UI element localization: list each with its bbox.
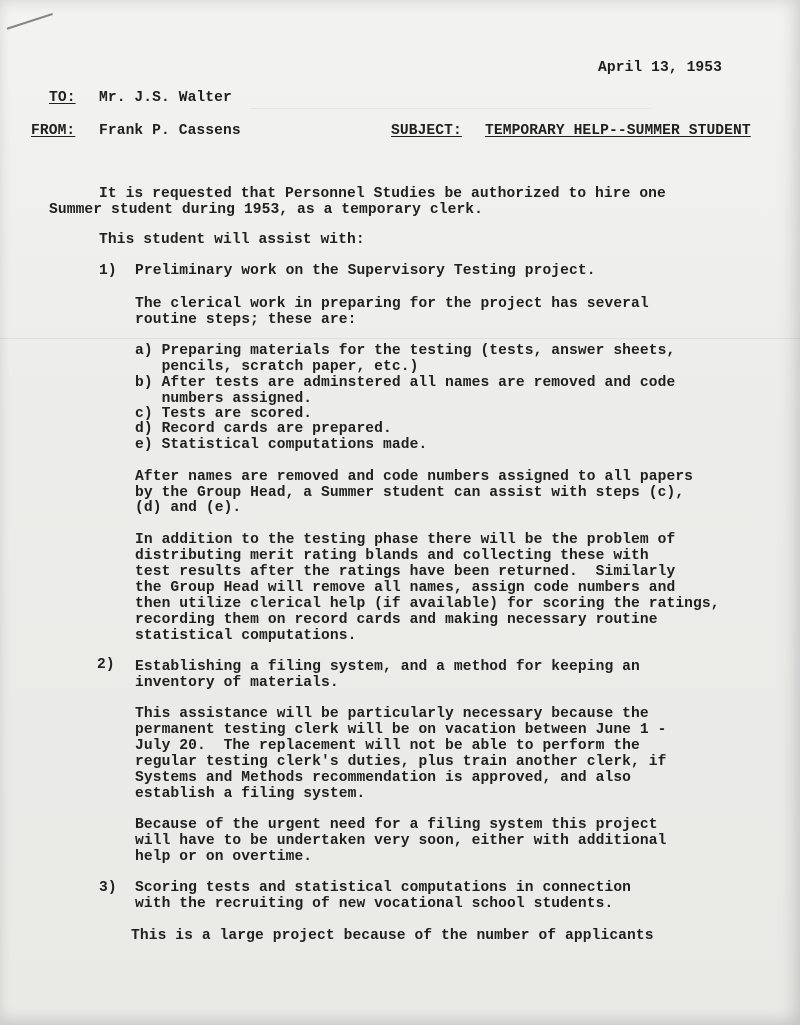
bleed-through [250, 92, 650, 109]
step-line: e) Statistical computations made. [135, 437, 428, 453]
step-line: c) Tests are scored. [135, 406, 313, 422]
item-number: 1) [99, 263, 117, 279]
subject-value: TEMPORARY HELP--SUMMER STUDENT [485, 123, 751, 139]
item-title: Establishing a filing system, and a method for keeping an [135, 659, 640, 675]
paragraph-line: Because of the urgent need for a filing system this project [135, 817, 658, 833]
paragraph-line: statistical computations. [135, 628, 357, 644]
ink-mark [7, 13, 58, 43]
paragraph-line: July 20. The replacement will not be able to perform the [135, 738, 640, 754]
step-line: pencils, scratch paper, etc.) [135, 359, 419, 375]
paragraph-line: recording them on record cards and making necessary routine [135, 612, 658, 628]
paragraph-line: In addition to the testing phase there will be the problem of [135, 532, 676, 548]
paragraph-line: regular testing clerk's duties, plus train another clerk, if [135, 754, 667, 770]
paragraph-line: permanent testing clerk will be on vacation between June 1 - [135, 722, 667, 738]
to-value: Mr. J.S. Walter [99, 90, 232, 106]
paragraph-line: help or on overtime. [135, 849, 313, 865]
item-number: 3) [99, 880, 117, 896]
step-line: b) After tests are adminstered all names are removed and code [135, 375, 676, 391]
intro-line: It is requested that Personnel Studies be authorized to hire one [99, 186, 666, 202]
paragraph-line: The clerical work in preparing for the project has several [135, 296, 649, 312]
paragraph-line: distributing merit rating blands and collecting these with [135, 548, 649, 564]
subject-label: SUBJECT: [391, 123, 462, 139]
from-label: FROM: [31, 123, 76, 139]
paragraph-line: This assistance will be particularly necessary because the [135, 706, 649, 722]
item-title: with the recruiting of new vocational school students. [135, 896, 614, 912]
paragraph-line: test results after the ratings have been returned. Similarly [135, 564, 676, 580]
paragraph-line: the Group Head will remove all names, assign code numbers and [135, 580, 676, 596]
paragraph-line: This is a large project because of the number of applicants [131, 928, 654, 944]
step-line: d) Record cards are prepared. [135, 421, 392, 437]
paragraph-line: by the Group Head, a Summer student can assist with steps (c), [135, 485, 685, 501]
step-line: a) Preparing materials for the testing (tests, answer sheets, [135, 343, 676, 359]
page-fold [0, 338, 800, 339]
step-line: numbers assigned. [135, 391, 313, 407]
paragraph-line: then utilize clerical help (if available) for scoring the ratings, [135, 596, 720, 612]
memo-date: April 13, 1953 [598, 60, 723, 76]
from-value: Frank P. Cassens [99, 123, 241, 139]
paragraph-line: Systems and Methods recommendation is approved, and also [135, 770, 632, 786]
item-title: Preliminary work on the Supervisory Testing project. [135, 263, 596, 279]
paragraph-line: (d) and (e). [135, 500, 242, 516]
intro-line: Summer student during 1953, as a temporary clerk. [49, 202, 484, 218]
item-title: inventory of materials. [135, 675, 339, 691]
paragraph-line: will have to be undertaken very soon, either with additional [135, 833, 667, 849]
paragraph-line: After names are removed and code numbers assigned to all papers [135, 469, 694, 485]
item-number: 2) [97, 657, 115, 673]
paragraph-line: establish a filing system. [135, 786, 366, 802]
paragraph-line: routine steps; these are: [135, 312, 357, 328]
to-label: TO: [49, 90, 76, 106]
assist-line: This student will assist with: [99, 232, 365, 248]
item-title: Scoring tests and statistical computations in connection [135, 880, 632, 896]
